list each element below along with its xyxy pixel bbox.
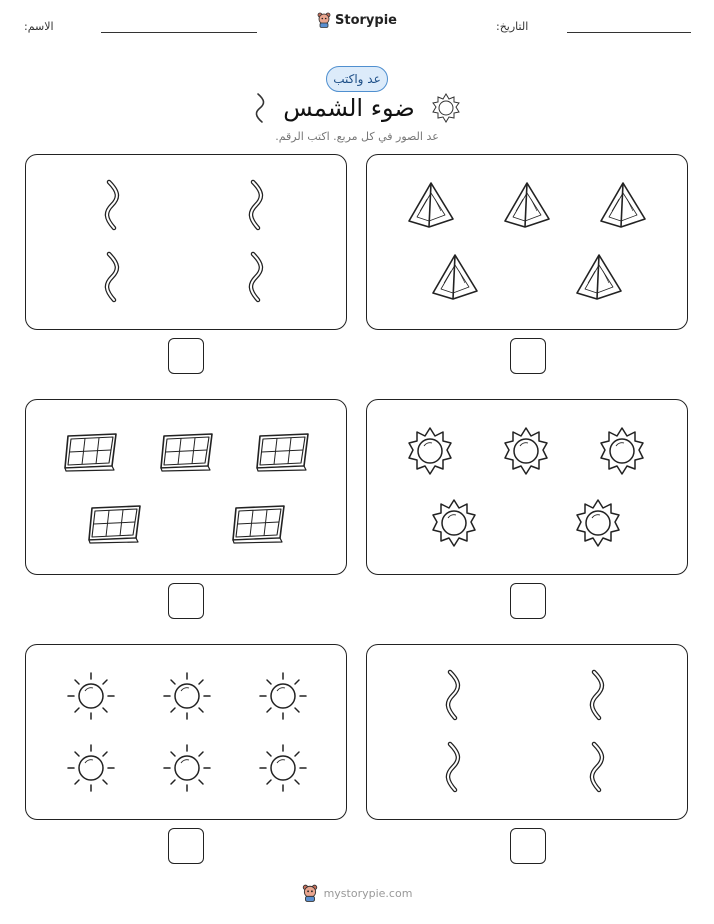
- sun-with-rays-icon: [66, 743, 116, 793]
- solar-panel-icon: [158, 430, 216, 472]
- wavy-light-ray-icon: [587, 741, 607, 793]
- activity-badge: عد واكتب: [326, 66, 388, 92]
- date-label: التاريخ:: [496, 20, 529, 33]
- wavy-light-ray-icon: [102, 251, 122, 303]
- count-box-suns: [25, 644, 347, 820]
- spiky-sun-icon: [405, 426, 455, 476]
- page-title: ضوء الشمس: [283, 94, 415, 122]
- bear-mascot-icon: [302, 884, 318, 902]
- brand-logo: [0, 12, 714, 32]
- wavy-light-ray-icon: [246, 179, 266, 231]
- solar-panel-icon: [62, 430, 120, 472]
- spiky-sun-icon: [429, 498, 479, 548]
- solar-panel-icon: [86, 502, 144, 544]
- prism-icon: [501, 179, 553, 231]
- answer-box[interactable]: [168, 828, 204, 864]
- sun-with-rays-icon: [258, 743, 308, 793]
- spiky-sun-icon: [501, 426, 551, 476]
- sun-with-rays-icon: [258, 671, 308, 721]
- spiky-sun-icon: [573, 498, 623, 548]
- answer-box[interactable]: [168, 583, 204, 619]
- sun-with-rays-icon: [162, 671, 212, 721]
- name-line[interactable]: [101, 32, 257, 33]
- name-label: الاسم:: [24, 20, 54, 33]
- footer: [0, 884, 714, 906]
- count-box-solar-panels: [25, 399, 347, 575]
- wavy-light-ray-icon: [443, 669, 463, 721]
- count-box-light-rays: [366, 644, 688, 820]
- sun-with-rays-icon: [66, 671, 116, 721]
- count-box-light-rays: [25, 154, 347, 330]
- date-line[interactable]: [567, 32, 691, 33]
- sun-with-rays-icon: [162, 743, 212, 793]
- brand-name: Storypie: [335, 12, 397, 28]
- wavy-light-ray-icon: [587, 669, 607, 721]
- instructions: عد الصور في كل مربع. اكتب الرقم.: [275, 130, 439, 143]
- footer-url[interactable]: mystorypie.com: [323, 886, 413, 900]
- wavy-light-ray-icon: [102, 179, 122, 231]
- wavy-light-ray-icon: [443, 741, 463, 793]
- prism-icon: [405, 179, 457, 231]
- solar-panel-icon: [230, 502, 288, 544]
- solar-panel-icon: [254, 430, 312, 472]
- prism-icon: [597, 179, 649, 231]
- prism-icon: [429, 251, 481, 303]
- count-box-spiky-suns: [366, 399, 688, 575]
- count-box-prisms: [366, 154, 688, 330]
- title-row: [0, 90, 714, 126]
- answer-box[interactable]: [510, 828, 546, 864]
- wavy-light-ray-icon: [246, 251, 266, 303]
- spiky-sun-icon: [597, 426, 647, 476]
- spiky-sun-icon: [431, 93, 461, 123]
- bear-mascot-icon: [317, 12, 331, 28]
- answer-box[interactable]: [510, 583, 546, 619]
- prism-icon: [573, 251, 625, 303]
- answer-box[interactable]: [510, 338, 546, 374]
- wavy-light-ray-icon: [253, 92, 267, 124]
- answer-box[interactable]: [168, 338, 204, 374]
